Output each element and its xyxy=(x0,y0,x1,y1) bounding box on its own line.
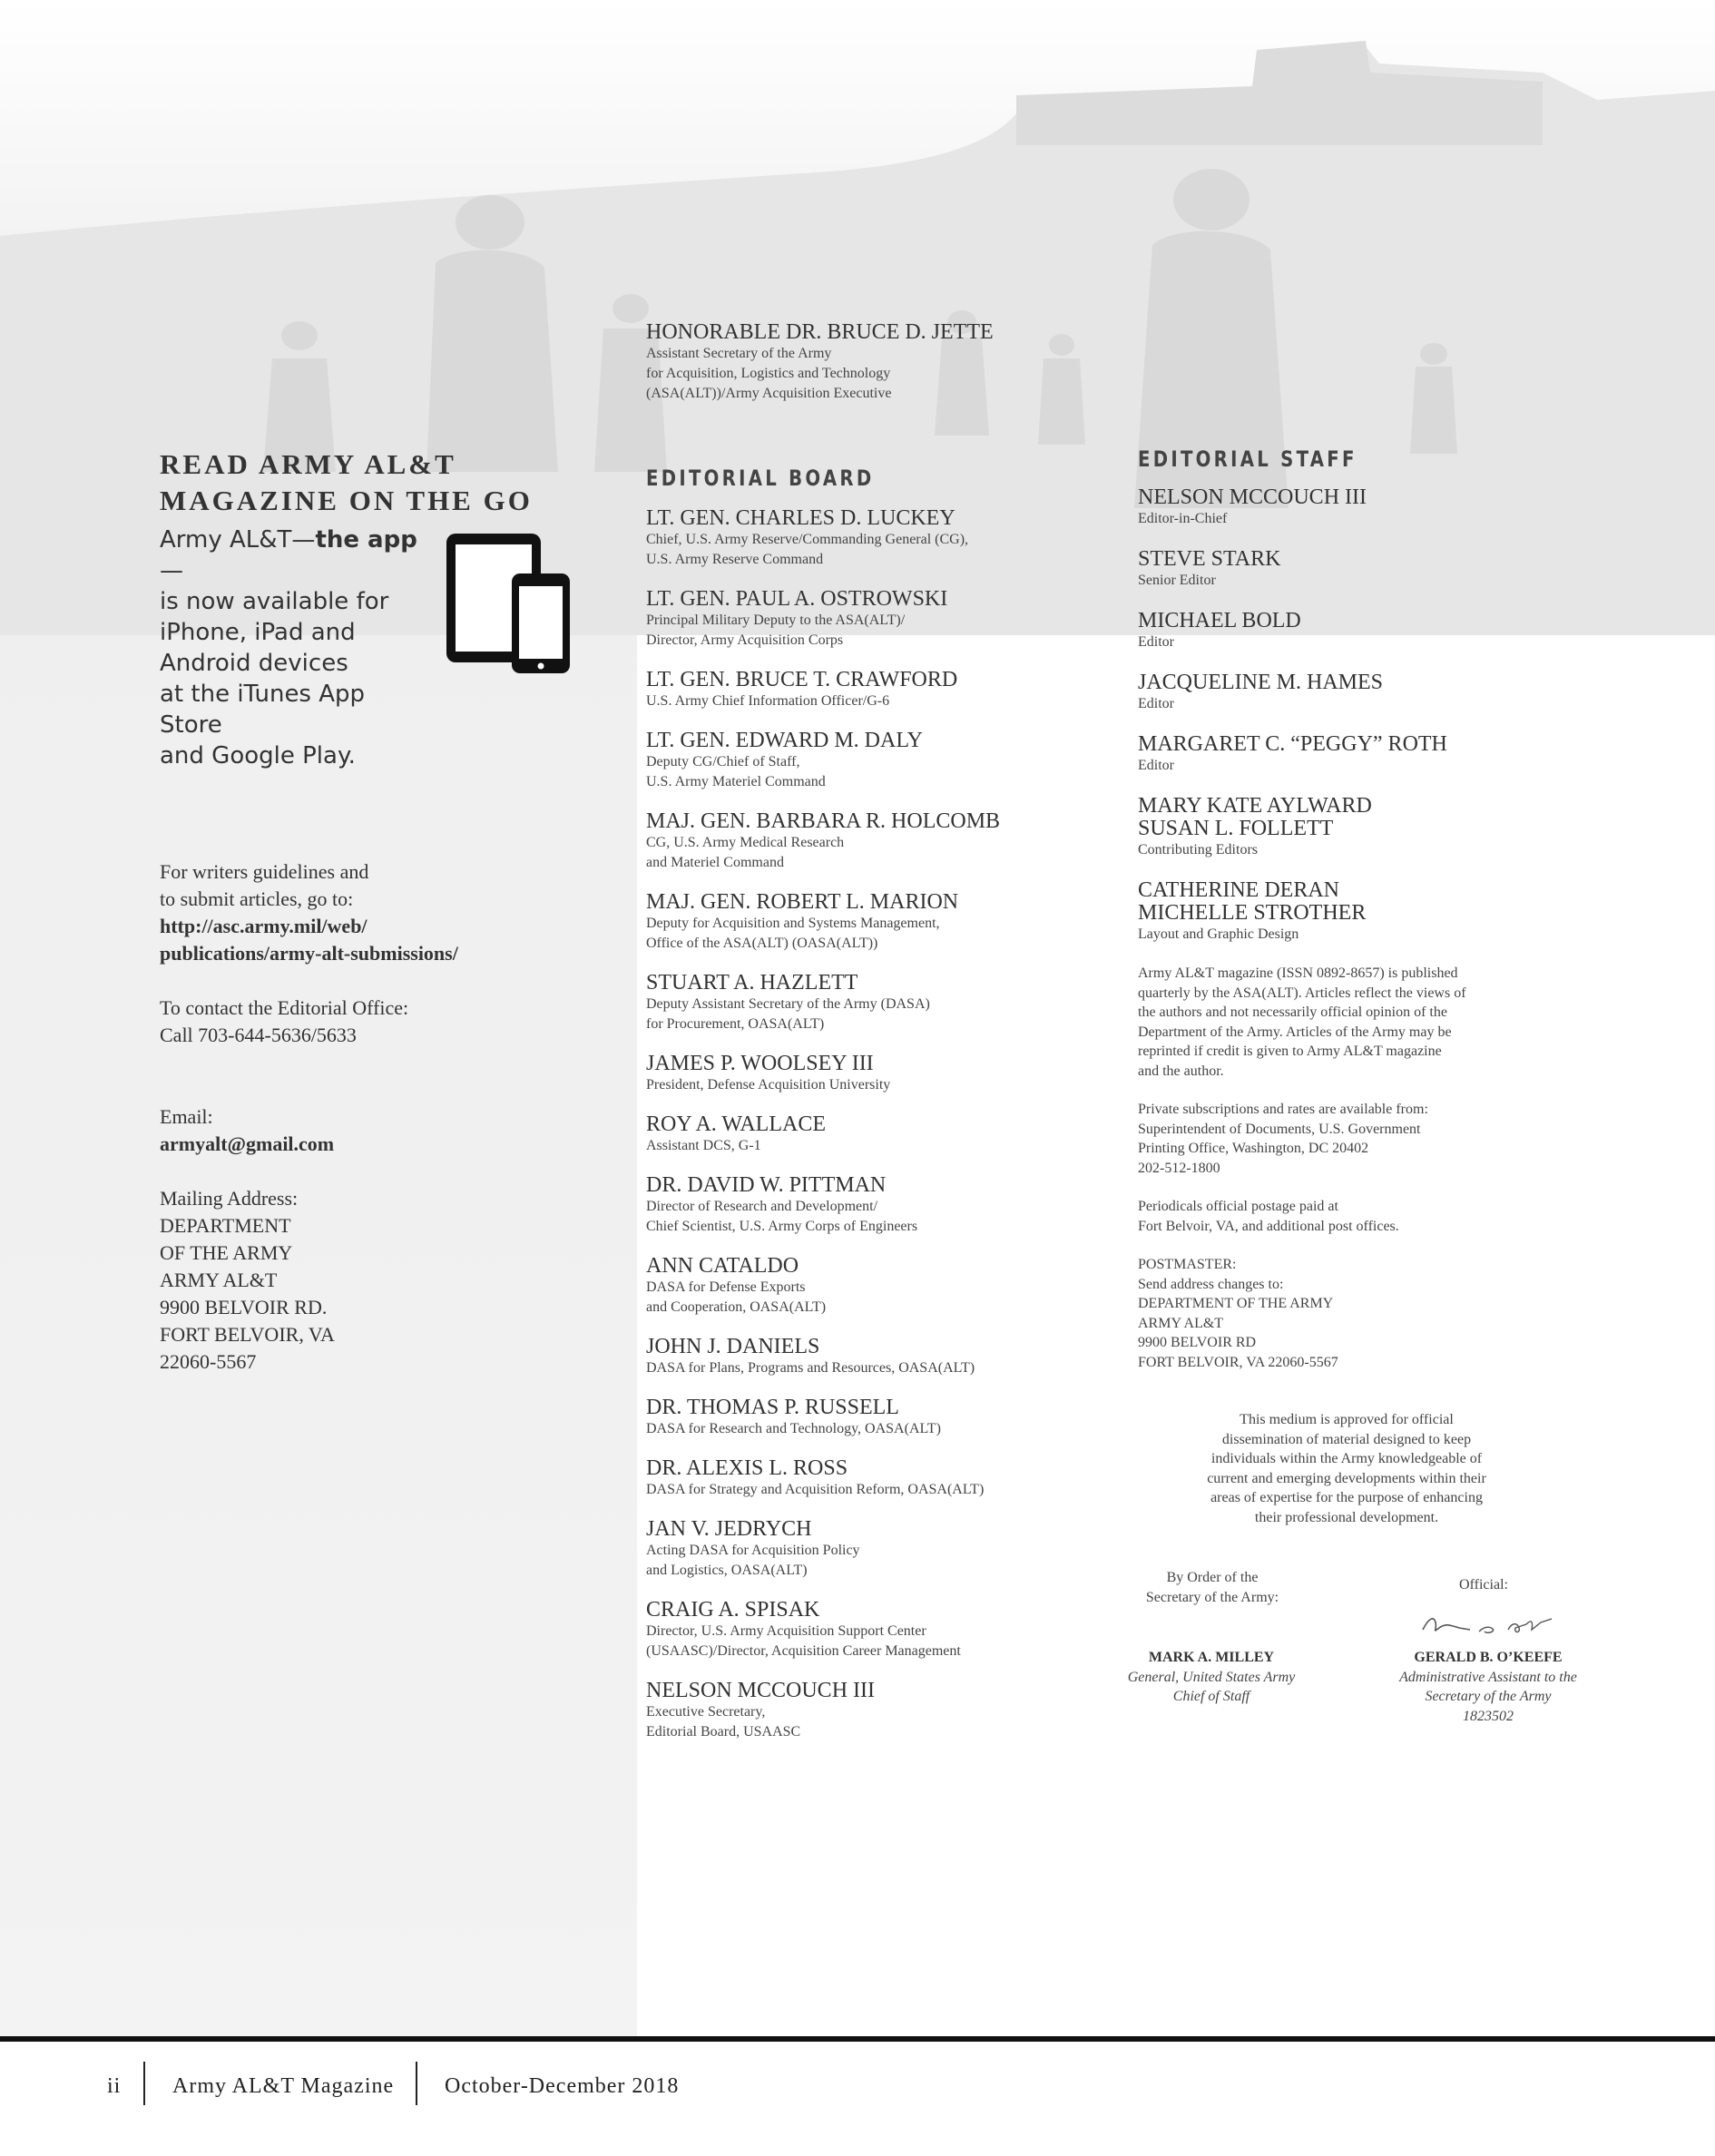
board-member-name: MAJ. GEN. BARBARA R. HOLCOMB xyxy=(646,809,1001,833)
board-member-title: Director, U.S. Army Acquisition Support Center xyxy=(646,1623,926,1639)
footer-separator xyxy=(143,2062,145,2105)
signatory-role: Secretary of the Army xyxy=(1425,1689,1552,1704)
board-member-title: Editorial Board, USAASC xyxy=(646,1724,801,1740)
signatory-name: GERALD B. O’KEEFE xyxy=(1414,1650,1563,1665)
staff-member xyxy=(1138,671,1583,714)
staff-member-role: Contributing Editors xyxy=(1138,842,1258,858)
board-member-title: Deputy Assistant Secretary of the Army (DASA) xyxy=(646,996,930,1012)
go-title xyxy=(160,446,577,519)
notice-line: the authors and not necessarily official opinion of the xyxy=(1138,1004,1447,1020)
editorial-board-list xyxy=(646,507,1073,1742)
board-member-title: DASA for Plans, Programs and Resources, OASA(ALT) xyxy=(646,1360,975,1376)
footer-issue-date: October-December 2018 xyxy=(445,2074,680,2098)
email-link[interactable]: armyalt@gmail.com xyxy=(160,1132,335,1155)
notice-line: individuals within the Army knowledgeable of xyxy=(1210,1451,1483,1466)
app-promo-prefix: Army AL&T— xyxy=(160,526,316,554)
board-member-title: Assistant DCS, G-1 xyxy=(646,1138,761,1153)
board-member-title: DASA for Defense Exports xyxy=(646,1279,806,1295)
app-promo-line: is now available for xyxy=(160,588,389,615)
official-text: Official: xyxy=(1459,1577,1508,1592)
board-member xyxy=(646,1599,1073,1661)
board-member xyxy=(646,891,1073,954)
notice-line: FORT BELVOIR, VA 22060-5567 xyxy=(1138,1354,1338,1370)
board-member-title: U.S. Army Chief Information Officer/G-6 xyxy=(646,693,890,709)
go-title-line-2: MAGAZINE ON THE GO xyxy=(160,485,533,516)
staff-member-name: MICHELLE STROTHER xyxy=(1138,901,1367,925)
board-member-title: Director of Research and Development/ xyxy=(646,1199,878,1214)
board-member-name: JAMES P. WOOLSEY III xyxy=(646,1052,874,1075)
board-member xyxy=(646,507,1073,570)
board-member-name: NELSON MCCOUCH III xyxy=(646,1679,875,1702)
notice-line: dissemination of material designed to keep xyxy=(1221,1431,1472,1447)
signatory-role: General, United States Army xyxy=(1127,1669,1296,1685)
app-promo-line: iPhone, iPad and xyxy=(160,619,356,646)
notice-line: areas of expertise for the purpose of enhancing xyxy=(1210,1490,1483,1505)
board-member-title: Deputy CG/Chief of Staff, xyxy=(646,754,800,769)
board-member-title: DASA for Strategy and Acquisition Reform, OASA(ALT) xyxy=(646,1482,985,1497)
board-member xyxy=(646,1457,1073,1500)
handwritten-signature-icon xyxy=(1416,1610,1561,1641)
staff-member-name: MARY KATE AYLWARD xyxy=(1138,794,1372,818)
board-member-name: LT. GEN. BRUCE T. CRAWFORD xyxy=(646,668,958,691)
footer-separator xyxy=(416,2062,417,2105)
board-member xyxy=(646,1518,1073,1581)
person-title: (ASA(ALT))/Army Acquisition Executive xyxy=(646,386,892,401)
board-member-title: Acting DASA for Acquisition Policy xyxy=(646,1543,860,1558)
board-member xyxy=(646,810,1073,873)
submissions-link[interactable]: publications/army-alt-submissions/ xyxy=(160,942,458,965)
footer-magazine-title: Army AL&T Magazine xyxy=(172,2074,395,2098)
board-member-name: JOHN J. DANIELS xyxy=(646,1335,820,1358)
staff-member-name: MICHAEL BOLD xyxy=(1138,609,1301,632)
staff-member-name: MARGARET C. “PEGGY” ROTH xyxy=(1138,732,1447,756)
subscriptions-notice xyxy=(1138,1100,1583,1178)
board-member-name: STUART A. HAZLETT xyxy=(646,971,858,995)
board-member-title: (USAASC)/Director, Acquisition Career Management xyxy=(646,1643,961,1659)
writers-line: For writers guidelines and xyxy=(160,860,369,883)
board-member-name: DR. DAVID W. PITTMAN xyxy=(646,1173,887,1197)
staff-member-role: Editor xyxy=(1138,634,1174,650)
official-label xyxy=(1416,1575,1552,1595)
staff-member-role: Editor-in-Chief xyxy=(1138,511,1228,526)
signatory-role: Chief of Staff xyxy=(1172,1689,1250,1704)
staff-member-name: SUSAN L. FOLLETT xyxy=(1138,817,1334,840)
board-member xyxy=(646,730,1073,792)
publication-notice xyxy=(1138,964,1583,1081)
order-line: Secretary of the Army: xyxy=(1145,1589,1279,1605)
tablet-phone-icon xyxy=(445,532,572,675)
person-name: HONORABLE DR. BRUCE D. JETTE xyxy=(646,320,994,344)
notice-line: DEPARTMENT OF THE ARMY xyxy=(1138,1296,1334,1311)
notice-line: Private subscriptions and rates are available from: xyxy=(1138,1102,1428,1117)
board-member xyxy=(646,588,1073,651)
board-member-title: and Logistics, OASA(ALT) xyxy=(646,1563,808,1578)
by-order-block xyxy=(1112,1568,1312,1607)
board-member-name: DR. ALEXIS L. ROSS xyxy=(646,1456,848,1480)
left-column xyxy=(160,446,577,1373)
app-promo-line: Android devices xyxy=(160,650,348,677)
staff-member-role: Editor xyxy=(1138,696,1174,711)
editorial-staff-heading: EDITORIAL STAFF xyxy=(1138,446,1357,472)
board-member-name: LT. GEN. EDWARD M. DALY xyxy=(646,729,923,752)
notice-line: Fort Belvoir, VA, and additional post offices. xyxy=(1138,1218,1399,1234)
notice-line: Send address changes to: xyxy=(1138,1276,1284,1292)
signatory-role: 1823502 xyxy=(1463,1708,1514,1724)
board-member-name: ANN CATALDO xyxy=(646,1254,799,1278)
staff-member xyxy=(1138,610,1583,652)
notice-line: reprinted if credit is given to Army AL&T magazine xyxy=(1138,1044,1442,1059)
editorial-board-heading: EDITORIAL BOARD xyxy=(646,466,875,491)
milley-signature-block xyxy=(1089,1648,1334,1707)
app-promo-text xyxy=(160,524,432,771)
board-member-title: DASA for Research and Technology, OASA(ALT) xyxy=(646,1421,941,1436)
notice-line: POSTMASTER: xyxy=(1138,1257,1237,1272)
notice-line: 202-512-1800 xyxy=(1138,1160,1220,1176)
mailing-line: OF THE ARMY xyxy=(160,1241,293,1264)
contact-label: To contact the Editorial Office: xyxy=(160,996,409,1019)
notice-line: Superintendent of Documents, U.S. Government xyxy=(1138,1121,1421,1137)
board-member xyxy=(646,1174,1073,1237)
staff-member xyxy=(1138,548,1583,591)
app-promo-line: at the iTunes App Store xyxy=(160,681,366,739)
mailing-line: FORT BELVOIR, VA xyxy=(160,1323,335,1346)
app-promo-line: and Google Play. xyxy=(160,742,356,769)
signatory-role: Administrative Assistant to the xyxy=(1399,1669,1577,1685)
board-member-title: and Materiel Command xyxy=(646,855,784,870)
app-promo xyxy=(160,524,577,771)
staff-member-role: Editor xyxy=(1138,758,1174,773)
notice-line: This medium is approved for official xyxy=(1240,1412,1454,1427)
board-member xyxy=(646,1255,1073,1318)
postmaster-notice xyxy=(1138,1255,1583,1372)
board-member-title: Deputy for Acquisition and Systems Management, xyxy=(646,916,940,931)
board-member-title: President, Defense Acquisition University xyxy=(646,1077,891,1093)
contact-info xyxy=(160,858,577,1376)
staff-member-role: Layout and Graphic Design xyxy=(1138,926,1299,942)
board-member-title: U.S. Army Reserve Command xyxy=(646,552,824,567)
board-member-title: Principal Military Deputy to the ASA(ALT)/ xyxy=(646,612,906,628)
person-title: Assistant Secretary of the Army xyxy=(646,346,832,361)
staff-member-name: JACQUELINE M. HAMES xyxy=(1138,671,1383,694)
board-member xyxy=(646,1336,1073,1378)
notice-line: current and emerging developments within their xyxy=(1207,1470,1486,1486)
board-member-title: and Cooperation, OASA(ALT) xyxy=(646,1299,827,1315)
app-promo-bold: the app xyxy=(315,526,417,554)
mailing-label: Mailing Address: xyxy=(160,1187,299,1210)
order-line: By Order of the xyxy=(1166,1570,1259,1585)
board-member-title: Executive Secretary, xyxy=(646,1704,766,1720)
mailing-line: ARMY AL&T xyxy=(160,1269,278,1291)
board-member xyxy=(646,1113,1073,1156)
notice-line: Periodicals official postage paid at xyxy=(1138,1199,1338,1214)
staff-member xyxy=(1138,795,1583,860)
board-member-name: JAN V. JEDRYCH xyxy=(646,1517,812,1541)
board-member-name: LT. GEN. PAUL A. OSTROWSKI xyxy=(646,587,948,611)
contact-phone: Call 703-644-5636/5633 xyxy=(160,1024,357,1046)
mailing-line: 9900 BELVOIR RD. xyxy=(160,1296,328,1318)
person-title: for Acquisition, Logistics and Technology xyxy=(646,366,891,381)
notice-line: and the author. xyxy=(1138,1063,1224,1079)
asa-alt-block xyxy=(646,321,1073,404)
staff-member-name: NELSON MCCOUCH III xyxy=(1138,485,1367,509)
staff-member xyxy=(1138,879,1583,945)
submissions-link[interactable]: http://asc.army.mil/web/ xyxy=(160,915,368,937)
board-member-name: DR. THOMAS P. RUSSELL xyxy=(646,1396,899,1419)
signatory-name: MARK A. MILLEY xyxy=(1148,1650,1275,1665)
writers-line: to submit articles, go to: xyxy=(160,887,354,910)
page-number: ii xyxy=(107,2074,122,2098)
board-member xyxy=(646,1680,1073,1742)
notice-line: Printing Office, Washington, DC 20402 xyxy=(1138,1141,1369,1156)
mailing-line: DEPARTMENT xyxy=(160,1214,291,1237)
staff-member xyxy=(1138,733,1583,776)
board-member xyxy=(646,669,1073,711)
staff-member xyxy=(1138,486,1583,529)
staff-member-name: STEVE STARK xyxy=(1138,547,1281,571)
email-label: Email: xyxy=(160,1105,213,1128)
board-member-title: CG, U.S. Army Medical Research xyxy=(646,835,845,850)
notice-line: Department of the Army. Articles of the Army may be xyxy=(1138,1024,1452,1040)
staff-member-role: Senior Editor xyxy=(1138,573,1216,588)
board-member-title: for Procurement, OASA(ALT) xyxy=(646,1016,825,1032)
go-title-line-1: READ ARMY AL&T xyxy=(160,448,456,480)
footer-rule xyxy=(0,2036,1715,2042)
board-member-name: ROY A. WALLACE xyxy=(646,1112,826,1136)
mailing-line: 22060-5567 xyxy=(160,1350,257,1373)
notice-line: Army AL&T magazine (ISSN 0892-8657) is published xyxy=(1138,965,1458,981)
right-column xyxy=(1138,446,1583,1527)
middle-column xyxy=(646,321,1073,1760)
notice-line: quarterly by the ASA(ALT). Articles reflect the views of xyxy=(1138,985,1466,1001)
okeefe-signature-block xyxy=(1361,1648,1615,1726)
notice-line: ARMY AL&T xyxy=(1138,1315,1224,1331)
editorial-staff-list xyxy=(1138,486,1583,945)
board-member-name: MAJ. GEN. ROBERT L. MARION xyxy=(646,890,959,914)
board-member-name: LT. GEN. CHARLES D. LUCKEY xyxy=(646,506,956,530)
approval-notice xyxy=(1138,1410,1555,1527)
postage-notice xyxy=(1138,1197,1583,1236)
board-member xyxy=(646,1396,1073,1439)
staff-member-name: CATHERINE DERAN xyxy=(1138,878,1339,902)
board-member-name: CRAIG A. SPISAK xyxy=(646,1598,820,1622)
board-member-title: Director, Army Acquisition Corps xyxy=(646,632,844,648)
board-member-title: Chief Scientist, U.S. Army Corps of Engineers xyxy=(646,1219,918,1234)
board-member-title: U.S. Army Materiel Command xyxy=(646,774,826,789)
board-member xyxy=(646,1053,1073,1095)
board-member-title: Chief, U.S. Army Reserve/Commanding General (CG), xyxy=(646,532,969,547)
app-promo-dash: — xyxy=(160,557,183,584)
notice-line: their professional development. xyxy=(1254,1509,1439,1525)
board-member xyxy=(646,972,1073,1034)
notice-line: 9900 BELVOIR RD xyxy=(1138,1335,1257,1350)
board-member-title: Office of the ASA(ALT) (OASA(ALT)) xyxy=(646,936,878,951)
